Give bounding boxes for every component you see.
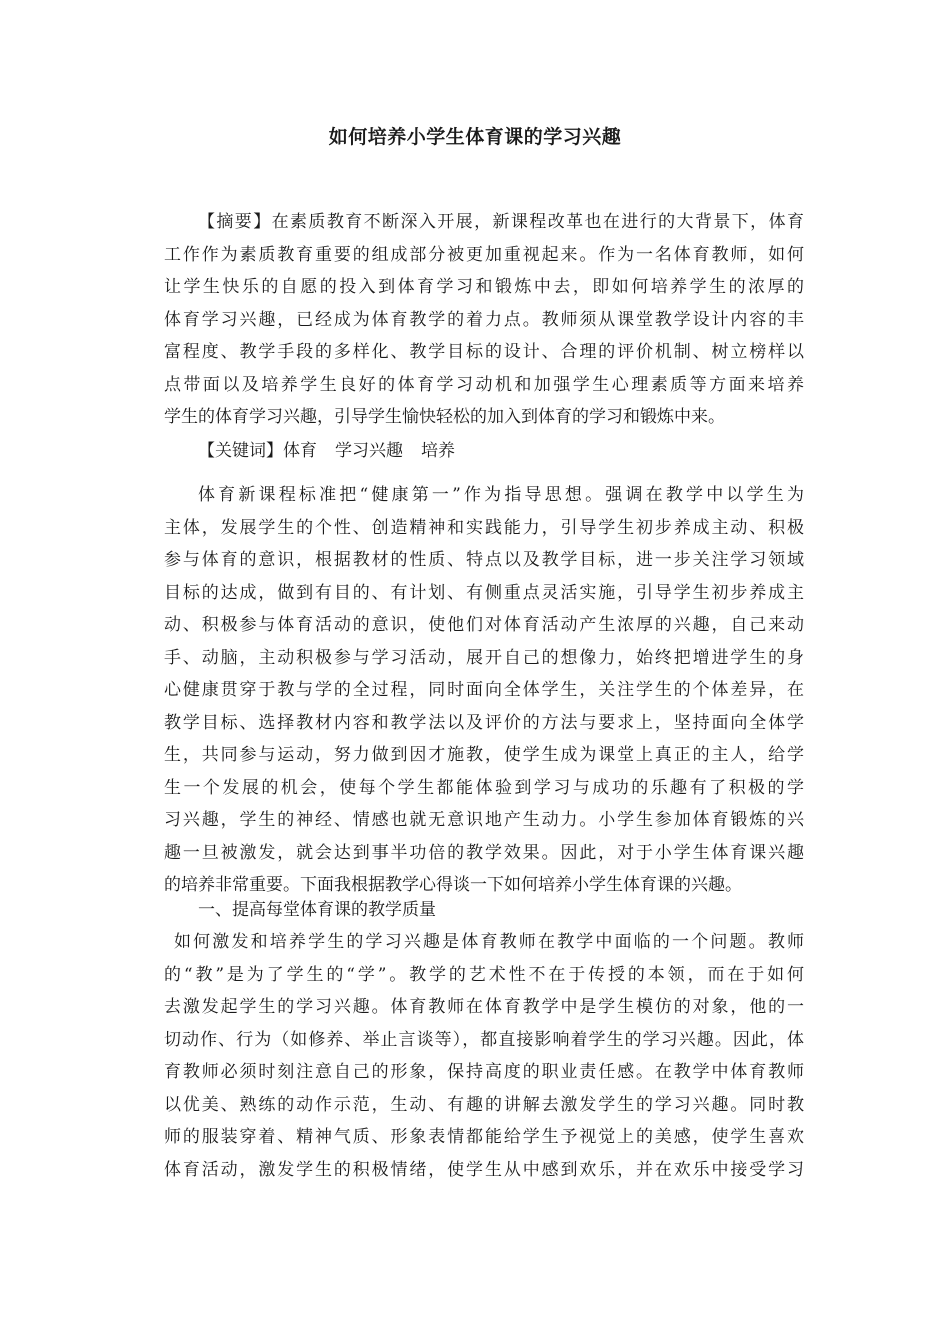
intro-line: 教学目标、选择教材内容和教学法以及评价的方法与要求上，坚持面向全体学: [164, 712, 804, 733]
intro-line: 心健康贯穿于教与学的全过程，同时面向全体学生，关注学生的个体差异，在: [164, 680, 804, 700]
intro-line: 的培养非常重要。下面我根据教学心得谈一下如何培养小学生体育课的兴趣。: [164, 875, 742, 895]
intro-paragraph: [164, 479, 804, 902]
document-title: 如何培养小学生体育课的学习兴趣: [328, 126, 622, 148]
section1-line: 的“教”是为了学生的“学”。教学的艺术性不在于传授的本领，而在于如何: [164, 964, 804, 985]
intro-line: 体育新课程标准把“健康第一”作为指导思想。强调在教学中以学生为: [198, 485, 804, 505]
abstract-label: 【摘要】: [198, 212, 272, 232]
keyword-item: 培养: [421, 441, 455, 461]
keywords-line: [164, 435, 804, 468]
intro-line: 趣一旦被激发，就会达到事半功倍的教学效果。因此，对于小学生体育课兴趣: [164, 842, 804, 863]
abstract-line-text: 在素质教育不断深入开展，新课程改革也在进行的大背景下，体育: [271, 212, 804, 232]
abstract-line: 学生的体育学习兴趣，引导学生愉快轻松的加入到体育的学习和锻炼中来。: [164, 407, 725, 427]
intro-line: 生一个发展的机会，使每个学生都能体验到学习与成功的乐趣有了积极的学: [164, 777, 804, 798]
section1-line: 师的服装穿着、精神气质、形象表情都能给学生予视觉上的美感，使学生喜欢: [164, 1127, 804, 1147]
intro-line: 参与体育的意识，根据教材的性质、特点以及教学目标，进一步关注学习领域: [164, 550, 804, 570]
section-heading-block: [164, 894, 804, 927]
section1-line: 如何激发和培养学生的学习兴趣是体育教师在教学中面临的一个问题。教师: [174, 932, 804, 952]
abstract-line: 工作作为素质教育重要的组成部分被更加重视起来。作为一名体育教师，如何: [164, 244, 804, 265]
keyword-item: 体育: [283, 441, 317, 461]
intro-line: 动、积极参与体育活动的意识，使他们对体育活动产生浓厚的兴趣，自己来动: [164, 615, 804, 635]
section-heading: 一、提高每堂体育课的教学质量: [198, 900, 436, 920]
section1-line: 育教师必须时刻注意自己的形象，保持高度的职业责任感。在教学中体育教师: [164, 1062, 804, 1082]
abstract-line: [164, 206, 804, 239]
abstract-line: 富程度、教学手段的多样化、教学目标的设计、合理的评价机制、树立榜样以: [164, 342, 804, 362]
keyword-item: 学习兴趣: [335, 441, 403, 461]
abstract-line: 让学生快乐的自愿的投入到体育学习和锻炼中去，即如何培养学生的浓厚的: [164, 277, 804, 297]
abstract-line: 点带面以及培养学生良好的体育学习动机和加强学生心理素质等方面来培养: [164, 374, 804, 395]
section1-line: 体育活动，激发学生的积极情绪，使学生从中感到欢乐，并在欢乐中接受学习: [164, 1159, 804, 1180]
intro-line: 习兴趣，学生的神经、情感也就无意识地产生动力。小学生参加体育锻炼的兴: [164, 810, 804, 830]
intro-line: 主体，发展学生的个性、创造精神和实践能力，引导学生初步养成主动、积极: [164, 517, 804, 538]
section1-line: 切动作、行为（如修养、举止言谈等），都直接影响着学生的学习兴趣。因此，体: [164, 1029, 804, 1050]
intro-line: 生，共同参与运动，努力做到因才施教，使学生成为课堂上真正的主人，给学: [164, 745, 804, 765]
keywords-label: 【关键词】: [198, 441, 283, 461]
keywords-paragraph: [164, 435, 804, 468]
abstract-line: 体育学习兴趣，已经成为体育教学的着力点。教师须从课堂教学设计内容的丰: [164, 309, 804, 330]
intro-line: 目标的达成，做到有目的、有计划、有侧重点灵活实施，引导学生初步养成主: [164, 582, 804, 603]
section1-line: 去激发起学生的学习兴趣。体育教师在体育教学中是学生模仿的对象，他的一: [164, 997, 804, 1017]
abstract-paragraph: [164, 206, 804, 434]
section1-line: 以优美、熟练的动作示范，生动、有趣的讲解去激发学生的学习兴趣。同时教: [164, 1094, 804, 1115]
intro-line: 手、动脑，主动积极参与学习活动，展开自己的想像力，始终把增进学生的身: [164, 647, 804, 668]
section1-paragraph: [164, 926, 804, 1186]
